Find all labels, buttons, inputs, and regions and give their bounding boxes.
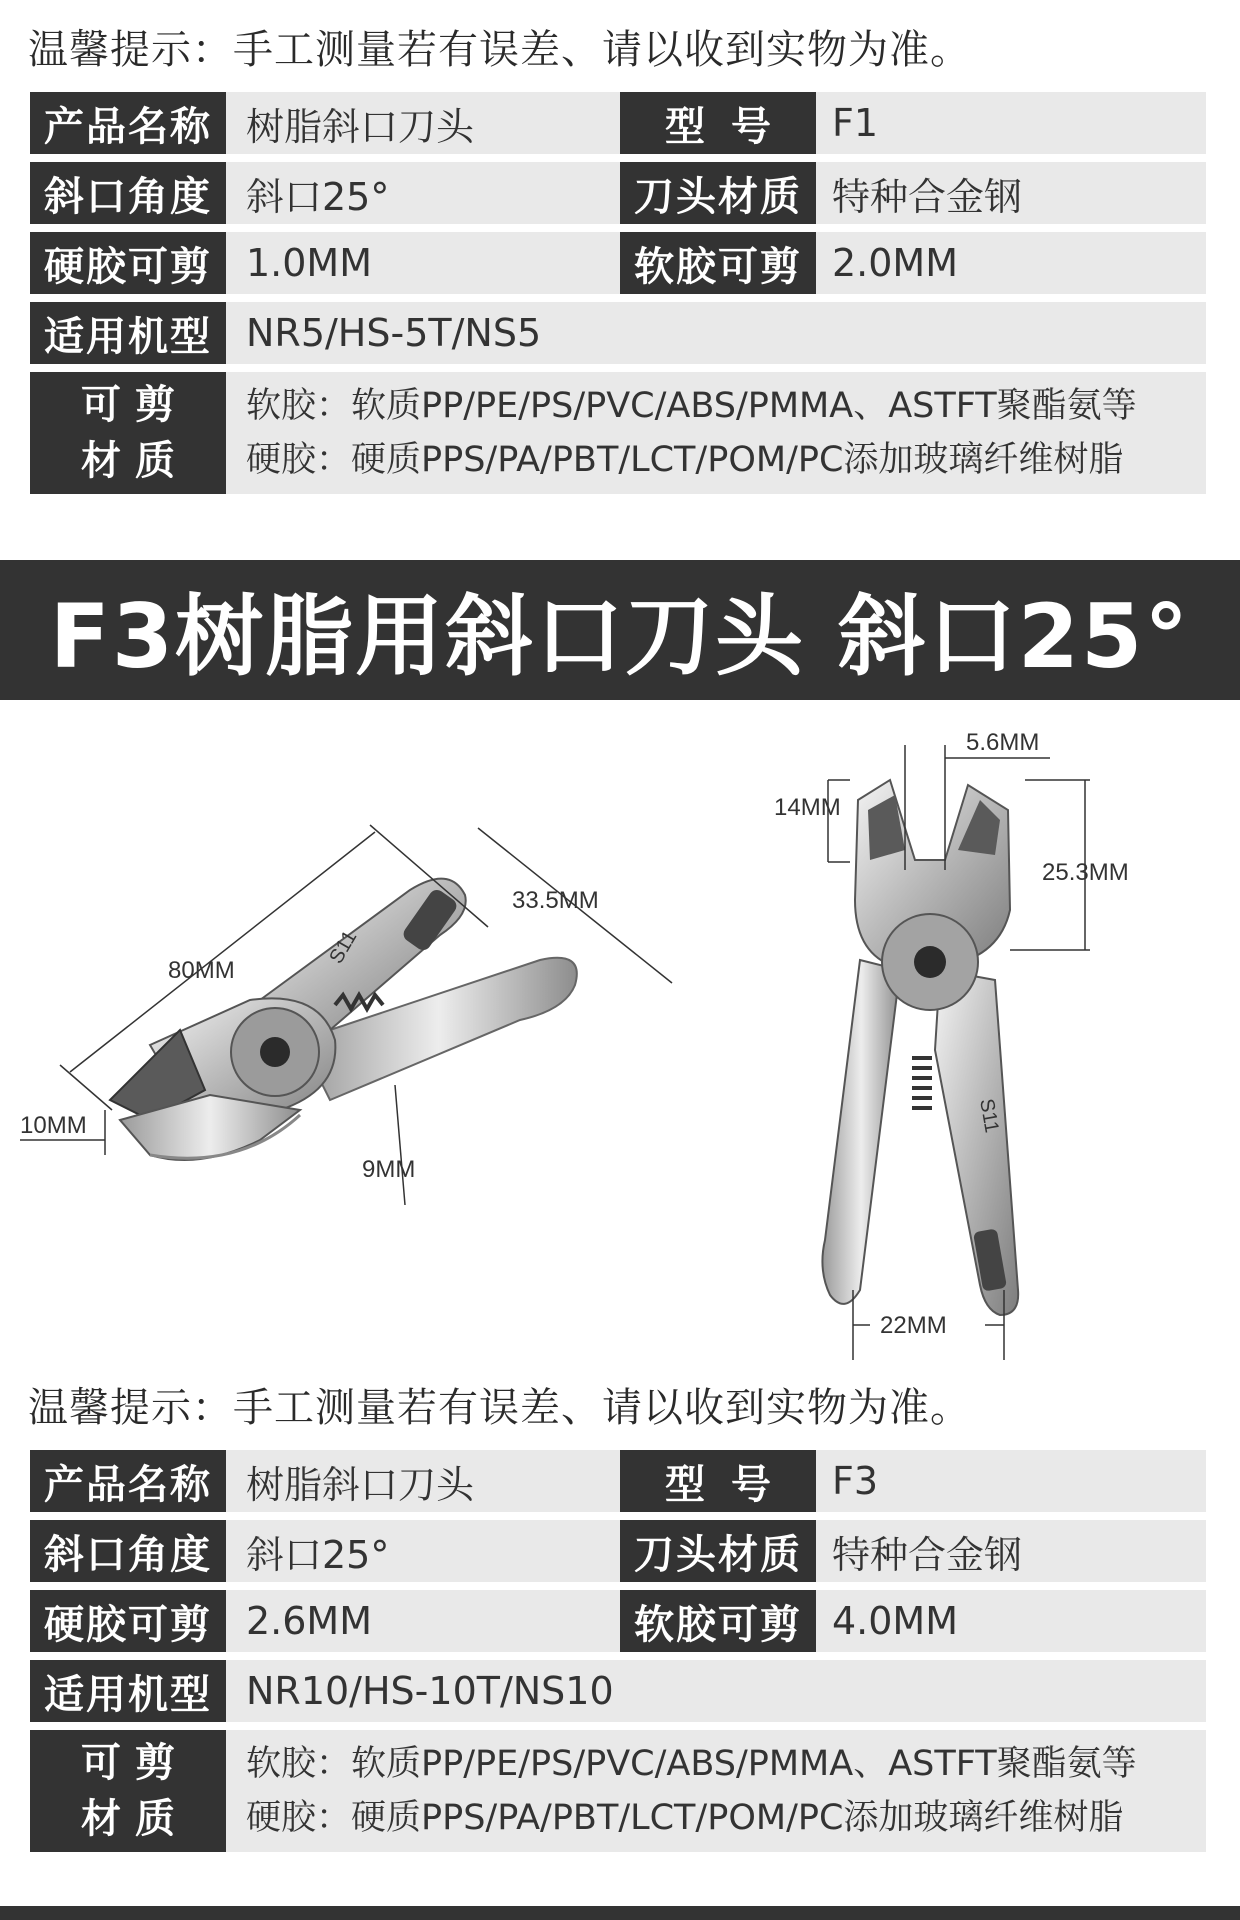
label-cuttable-line2: 材质	[81, 438, 189, 484]
value-material: 特种合金钢	[832, 1532, 1023, 1577]
value-hard-materials: 硬胶：硬质PPS/PA/PBT/LCT/POM/PC添加玻璃纤维树脂	[246, 440, 1124, 480]
dim-label-14mm: 14MM	[774, 794, 841, 821]
product-dimension-figure	[0, 700, 1240, 1370]
value-hard-materials: 硬胶：硬质PPS/PA/PBT/LCT/POM/PC添加玻璃纤维树脂	[246, 1798, 1124, 1838]
bottom-divider	[0, 1906, 1240, 1920]
label-cuttable-line2: 材质	[81, 1796, 189, 1842]
label-soft-cut: 软胶可剪	[620, 1590, 816, 1652]
value-model: F1	[832, 101, 879, 145]
spec-row-name	[30, 1450, 1206, 1512]
dim-label-9mm: 9MM	[362, 1156, 416, 1183]
label-model: 型号	[620, 92, 816, 154]
label-material: 刀头材质	[620, 1520, 816, 1582]
notice-text-top: 温馨提示：手工测量若有误差、请以收到实物为准。	[28, 27, 971, 73]
tool-illustration	[0, 700, 1240, 1370]
label-cuttable-materials	[30, 1730, 226, 1852]
dim-label-10mm: 10MM	[20, 1112, 87, 1139]
value-soft-materials: 软胶：软质PP/PE/PS/PVC/ABS/PMMA、ASTFT聚酯氨等	[246, 1744, 1137, 1784]
section-banner-title: F3树脂用斜口刀头 斜口25°	[0, 560, 1240, 700]
spec-row-angle	[30, 1520, 1206, 1582]
spec-row-cut-thickness	[30, 232, 1206, 294]
spec-row-fit-model	[30, 302, 1206, 364]
value-cuttable-materials	[246, 1730, 1137, 1852]
spec-row-cut-thickness	[30, 1590, 1206, 1652]
spec-row-cuttable-materials	[30, 1730, 1206, 1852]
label-cuttable-materials	[30, 372, 226, 494]
value-soft-cut: 2.0MM	[832, 241, 959, 285]
value-soft-cut: 4.0MM	[832, 1599, 959, 1643]
spec-row-angle	[30, 162, 1206, 224]
value-hard-cut: 2.6MM	[246, 1599, 373, 1643]
label-fit-model: 适用机型	[30, 1660, 226, 1722]
right-tool-drawing	[822, 780, 1018, 1315]
label-angle: 斜口角度	[30, 162, 226, 224]
right-tool-engraving: S11	[975, 1097, 1003, 1135]
dim-label-80mm: 80MM	[168, 957, 235, 984]
value-angle: 斜口25°	[246, 1532, 390, 1577]
value-cuttable-materials	[246, 372, 1137, 494]
label-product-name: 产品名称	[30, 1450, 226, 1512]
value-product-name: 树脂斜口刀头	[246, 1462, 475, 1507]
label-material: 刀头材质	[620, 162, 816, 224]
left-tool-drawing	[110, 879, 577, 1160]
spec-row-cuttable-materials	[30, 372, 1206, 494]
label-fit-model: 适用机型	[30, 302, 226, 364]
notice-text-bottom: 温馨提示：手工测量若有误差、请以收到实物为准。	[28, 1385, 971, 1431]
value-fit-model: NR5/HS-5T/NS5	[246, 311, 542, 355]
value-angle: 斜口25°	[246, 174, 390, 219]
label-cuttable-line1: 可剪	[81, 1740, 189, 1786]
label-angle: 斜口角度	[30, 1520, 226, 1582]
value-product-name: 树脂斜口刀头	[246, 104, 475, 149]
value-soft-materials: 软胶：软质PP/PE/PS/PVC/ABS/PMMA、ASTFT聚酯氨等	[246, 386, 1137, 426]
label-soft-cut: 软胶可剪	[620, 232, 816, 294]
value-hard-cut: 1.0MM	[246, 241, 373, 285]
dim-label-33-5mm: 33.5MM	[512, 887, 599, 914]
label-hard-cut: 硬胶可剪	[30, 1590, 226, 1652]
value-material: 特种合金钢	[832, 174, 1023, 219]
label-hard-cut: 硬胶可剪	[30, 232, 226, 294]
label-product-name: 产品名称	[30, 92, 226, 154]
label-model: 型号	[620, 1450, 816, 1512]
dim-label-25-3mm: 25.3MM	[1042, 859, 1129, 886]
value-fit-model: NR10/HS-10T/NS10	[246, 1669, 614, 1713]
left-tool-engraving: S11	[325, 926, 362, 968]
value-model: F3	[832, 1459, 879, 1503]
dim-label-5-6mm: 5.6MM	[966, 729, 1040, 756]
spec-row-name	[30, 92, 1206, 154]
spec-row-fit-model	[30, 1660, 1206, 1722]
dim-label-22mm: 22MM	[880, 1312, 947, 1339]
label-cuttable-line1: 可剪	[81, 382, 189, 428]
